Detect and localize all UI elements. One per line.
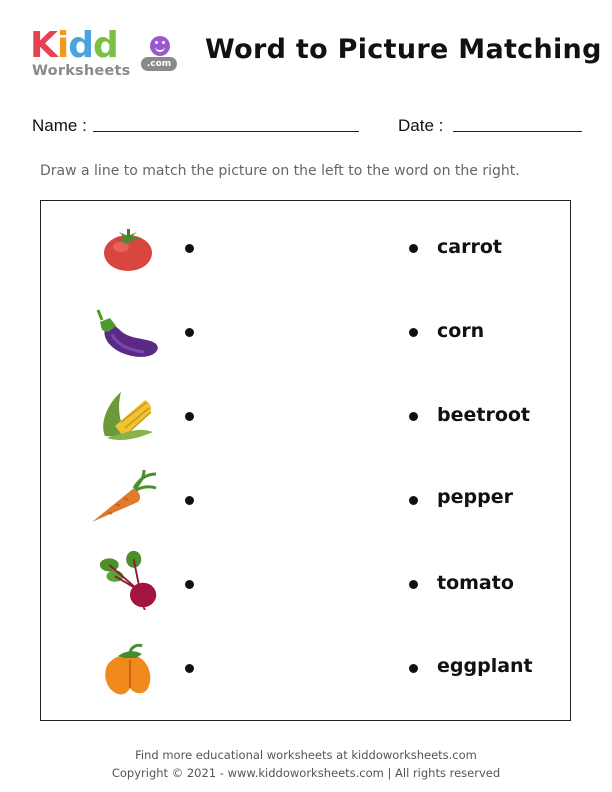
logo-subtitle: Worksheets [32,63,131,79]
name-field-line[interactable] [93,131,359,132]
logo-letter: d [68,25,94,66]
word-label: beetroot [437,404,531,426]
logo-letter: K [30,25,57,66]
word-dot[interactable] [409,496,418,505]
date-field-line[interactable] [453,131,582,132]
word-label: pepper [437,486,513,508]
pepper-icon [96,640,166,702]
word-dot[interactable] [409,328,418,337]
word-label: corn [437,320,485,342]
tomato-icon [93,220,163,282]
date-label: Date : [398,116,444,135]
picture-dot[interactable] [185,496,194,505]
picture-dot[interactable] [185,412,194,421]
kiddo-worksheets-logo [30,25,175,86]
beetroot-icon [94,548,164,610]
eggplant-icon [92,304,162,366]
logo-com-badge: .com [141,57,177,71]
picture-dot[interactable] [185,664,194,673]
picture-dot[interactable] [185,580,194,589]
logo-wordmark [30,25,142,66]
word-dot[interactable] [409,664,418,673]
picture-dot[interactable] [185,244,194,253]
instructions-text: Draw a line to match the picture on the left to the word on the right. [40,163,520,179]
word-label: tomato [437,572,514,594]
word-dot[interactable] [409,244,418,253]
word-dot[interactable] [409,412,418,421]
logo-letter: i [56,25,69,66]
page-title: Word to Picture Matching [205,34,602,65]
word-label: eggplant [437,655,533,677]
name-label: Name : [32,116,87,135]
word-dot[interactable] [409,580,418,589]
picture-dot[interactable] [185,328,194,337]
footer-line-1: Find more educational worksheets at kiddoworksheets.com [135,748,477,762]
corn-icon [95,386,165,448]
footer-line-2: Copyright © 2021 - www.kiddoworksheets.com | All rights reserved [111,766,501,780]
smiley-icon [150,36,170,56]
logo-letter: d [93,25,118,66]
carrot-icon [88,468,158,530]
word-label: carrot [437,236,502,258]
